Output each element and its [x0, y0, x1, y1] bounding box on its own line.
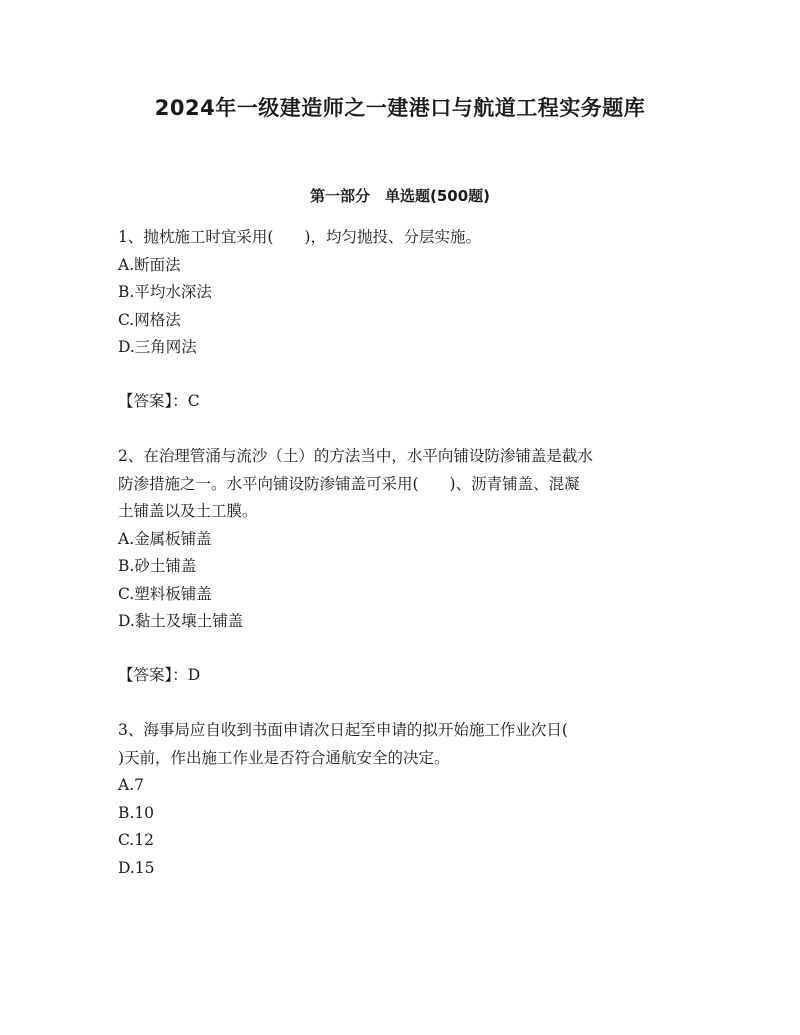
option-c: C.塑料板铺盖	[118, 584, 212, 603]
section-title: 第一部分 单选题(500题)	[309, 187, 491, 205]
option-b: B.平均水深法	[118, 283, 212, 301]
option-b: B.10	[118, 803, 155, 822]
question-stem-line: 防渗措施之一。水平向铺设防渗铺盖可采用( )、沥青铺盖、混凝	[118, 474, 580, 493]
question-stem-line: 土铺盖以及土工膜。	[118, 502, 258, 520]
option-list	[118, 526, 698, 636]
question-stem-line: 3、海事局应自收到书面申请次日起至申请的拟开始施工作业次日(	[118, 721, 568, 739]
option-d: D.15	[118, 858, 155, 877]
answer-label: 【答案】：C	[118, 391, 200, 410]
question-3	[118, 717, 698, 882]
option-a: A.断面法	[118, 255, 181, 274]
option-a: A.7	[118, 776, 144, 794]
question-stem-line: 2、在治理管涌与流沙（土）的方法当中，水平向铺设防渗铺盖是截水	[118, 447, 593, 465]
option-list	[118, 252, 698, 362]
option-b: B.砂土铺盖	[118, 557, 197, 575]
question-stem-line: 1、抛枕施工时宜采用( )，均匀抛投、分层实施。	[118, 228, 481, 246]
option-list	[118, 772, 698, 882]
answer-label: 【答案】：D	[118, 665, 201, 684]
question-stem-line: )天前，作出施工作业是否符合通航安全的决定。	[118, 748, 450, 767]
option-a: A.金属板铺盖	[118, 529, 212, 548]
option-d: D.三角网法	[118, 338, 197, 356]
option-c: C.网格法	[118, 310, 181, 329]
question-2	[118, 443, 698, 689]
document-title: 2024年一级建造师之一建港口与航道工程实务题库	[154, 96, 646, 120]
option-c: C.12	[118, 831, 154, 849]
question-list	[118, 224, 698, 882]
question-1	[118, 224, 698, 415]
option-d: D.黏土及壤土铺盖	[118, 612, 244, 630]
